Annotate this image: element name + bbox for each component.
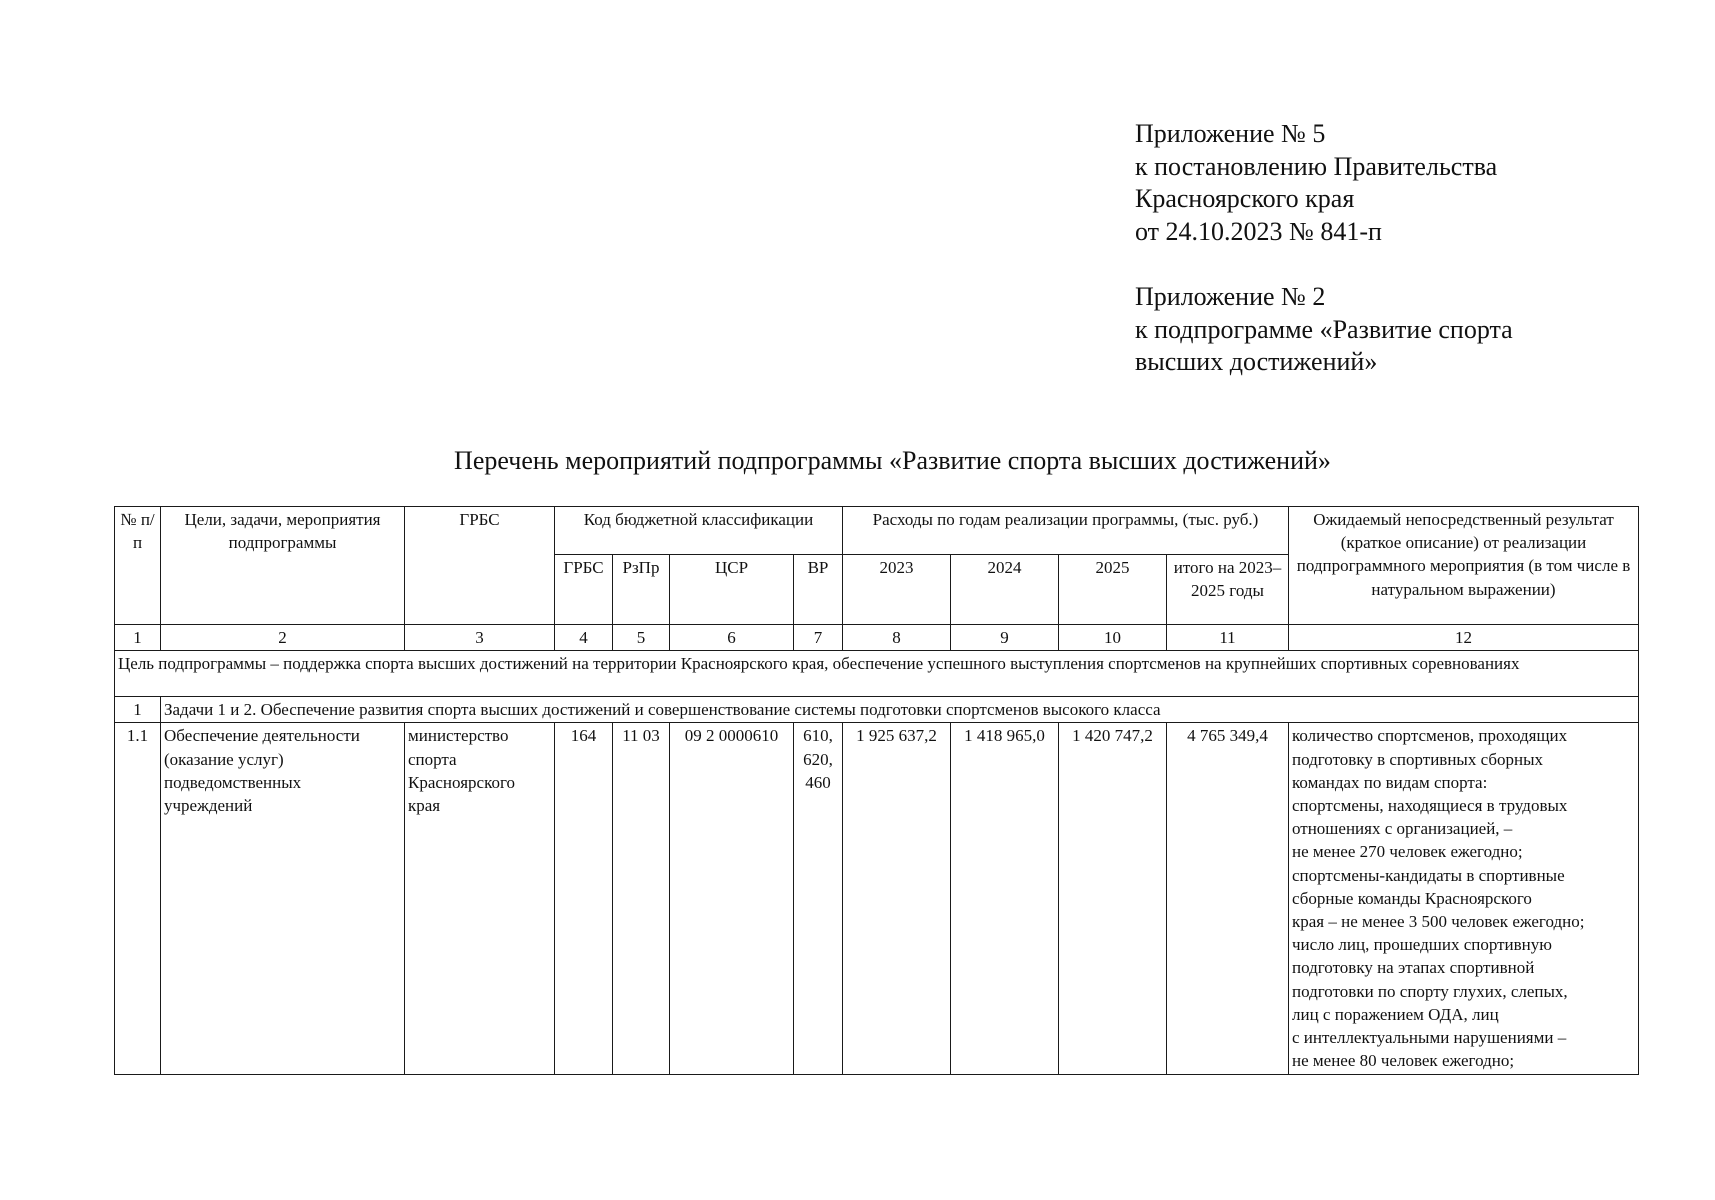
header-line: Приложение № 2: [1135, 282, 1326, 311]
row-vr: [794, 723, 843, 1075]
subheader-2024: 2024: [951, 555, 1059, 625]
goal-row: [115, 651, 1639, 697]
column-number: 2: [161, 625, 405, 651]
vr-line: 460: [805, 772, 831, 792]
header-expenses: Расходы по годам реализации программы, (тыс. руб.): [843, 507, 1289, 555]
task-text: Задачи 1 и 2. Обеспечение развития спорта высших достижений и совершенствование системы подготовки спортсменов высокого класса: [161, 697, 1639, 723]
column-number: 8: [843, 625, 951, 651]
header-line: Приложение № 5: [1135, 119, 1326, 148]
row-2025: 1 420 747,2: [1059, 723, 1167, 1075]
measure-name-line: Обеспечение деятельности: [164, 726, 360, 746]
result-line: края – не менее 3 500 человек ежегодно;: [1292, 912, 1585, 932]
goal-text: Цель подпрограммы – поддержка спорта высших достижений на территории Красноярского края, обеспечение успешного выступления спортсменов на крупнейших спортивных соревнованиях: [115, 651, 1639, 697]
result-line: с интеллектуальными нарушениями –: [1292, 1028, 1567, 1048]
task-row: [115, 697, 1639, 723]
grbs-name-line: спорта: [408, 749, 457, 769]
result-line: не менее 270 человек ежегодно;: [1292, 842, 1523, 862]
subheader-total: итого на 2023–2025 годы: [1167, 555, 1289, 625]
header-row: [115, 507, 1639, 555]
subheader-vr: ВР: [794, 555, 843, 625]
column-number-row: [115, 625, 1639, 651]
row-result: [1289, 723, 1639, 1075]
header-line: к подпрограмме «Развитие спорта: [1135, 314, 1513, 344]
row-grbs-name: [405, 723, 555, 1075]
appendix-2-header: [1135, 281, 1513, 379]
column-number: 9: [951, 625, 1059, 651]
header-result: Ожидаемый непосредственный результат (краткое описание) от реализации подпрограммного мероприятия (в том числе в натуральном выражении): [1289, 507, 1639, 625]
row-2024: 1 418 965,0: [951, 723, 1059, 1075]
row-grbs-code: 164: [555, 723, 613, 1075]
row-total: 4 765 349,4: [1167, 723, 1289, 1075]
header-line: Красноярского края: [1135, 184, 1355, 213]
subheader-2025: 2025: [1059, 555, 1167, 625]
measure-name-line: (оказание услуг): [164, 749, 284, 769]
result-line: сборные команды Красноярского: [1292, 888, 1532, 908]
result-line: не менее 80 человек ежегодно;: [1292, 1051, 1515, 1071]
result-line: спортсмены, находящиеся в трудовых: [1292, 796, 1568, 816]
column-number: 6: [670, 625, 794, 651]
header-grbs: ГРБС: [405, 507, 555, 625]
grbs-name-line: края: [408, 796, 441, 816]
header-line: высших достижений»: [1135, 347, 1378, 376]
column-number: 11: [1167, 625, 1289, 651]
result-line: лиц с поражением ОДА, лиц: [1292, 1004, 1499, 1024]
result-line: спортсмены-кандидаты в спортивные: [1292, 865, 1565, 885]
column-number: 5: [613, 625, 670, 651]
row-2023: 1 925 637,2: [843, 723, 951, 1075]
vr-line: 610,: [803, 726, 833, 746]
header-line: от 24.10.2023 № 841-п: [1135, 216, 1382, 246]
subheader-rzpr: РзПр: [613, 555, 670, 625]
appendix-5-header: [1135, 118, 1497, 248]
column-number: 1: [115, 625, 161, 651]
row-csr: 09 2 0000610: [670, 723, 794, 1075]
column-number: 7: [794, 625, 843, 651]
column-number: 3: [405, 625, 555, 651]
header-goals: Цели, задачи, мероприятия подпрограммы: [161, 507, 405, 625]
measure-name-line: подведомственных: [164, 772, 302, 792]
column-number: 12: [1289, 625, 1639, 651]
document-title: Перечень мероприятий подпрограммы «Развитие спорта высших достижений»: [454, 446, 1331, 475]
task-num: 1: [115, 697, 161, 723]
result-line: подготовку на этапах спортивной: [1292, 958, 1535, 978]
table-row: [115, 723, 1639, 1075]
measures-table: [114, 506, 1639, 1075]
header-num: № п/п: [115, 507, 161, 625]
header-line: к постановлению Правительства: [1135, 151, 1498, 181]
subheader-2023: 2023: [843, 555, 951, 625]
header-budget-code: Код бюджетной классификации: [555, 507, 843, 555]
row-num: 1.1: [115, 723, 161, 1075]
grbs-name-line: Красноярского: [408, 772, 516, 792]
result-line: отношениях с организацией, –: [1292, 819, 1513, 839]
grbs-name-line: министерство: [408, 726, 509, 746]
result-line: подготовку в спортивных сборных: [1292, 749, 1544, 769]
measure-name-line: учреждений: [164, 796, 253, 816]
row-measure-name: [161, 723, 405, 1075]
row-rzpr: 11 03: [613, 723, 670, 1075]
result-line: подготовки по спорту глухих, слепых,: [1292, 981, 1568, 1001]
column-number: 4: [555, 625, 613, 651]
vr-line: 620,: [803, 749, 833, 769]
subheader-csr: ЦСР: [670, 555, 794, 625]
result-line: командах по видам спорта:: [1292, 772, 1488, 792]
column-number: 10: [1059, 625, 1167, 651]
result-line: число лиц, прошедших спортивную: [1292, 935, 1552, 955]
result-line: количество спортсменов, проходящих: [1292, 726, 1568, 746]
subheader-grbs: ГРБС: [555, 555, 613, 625]
